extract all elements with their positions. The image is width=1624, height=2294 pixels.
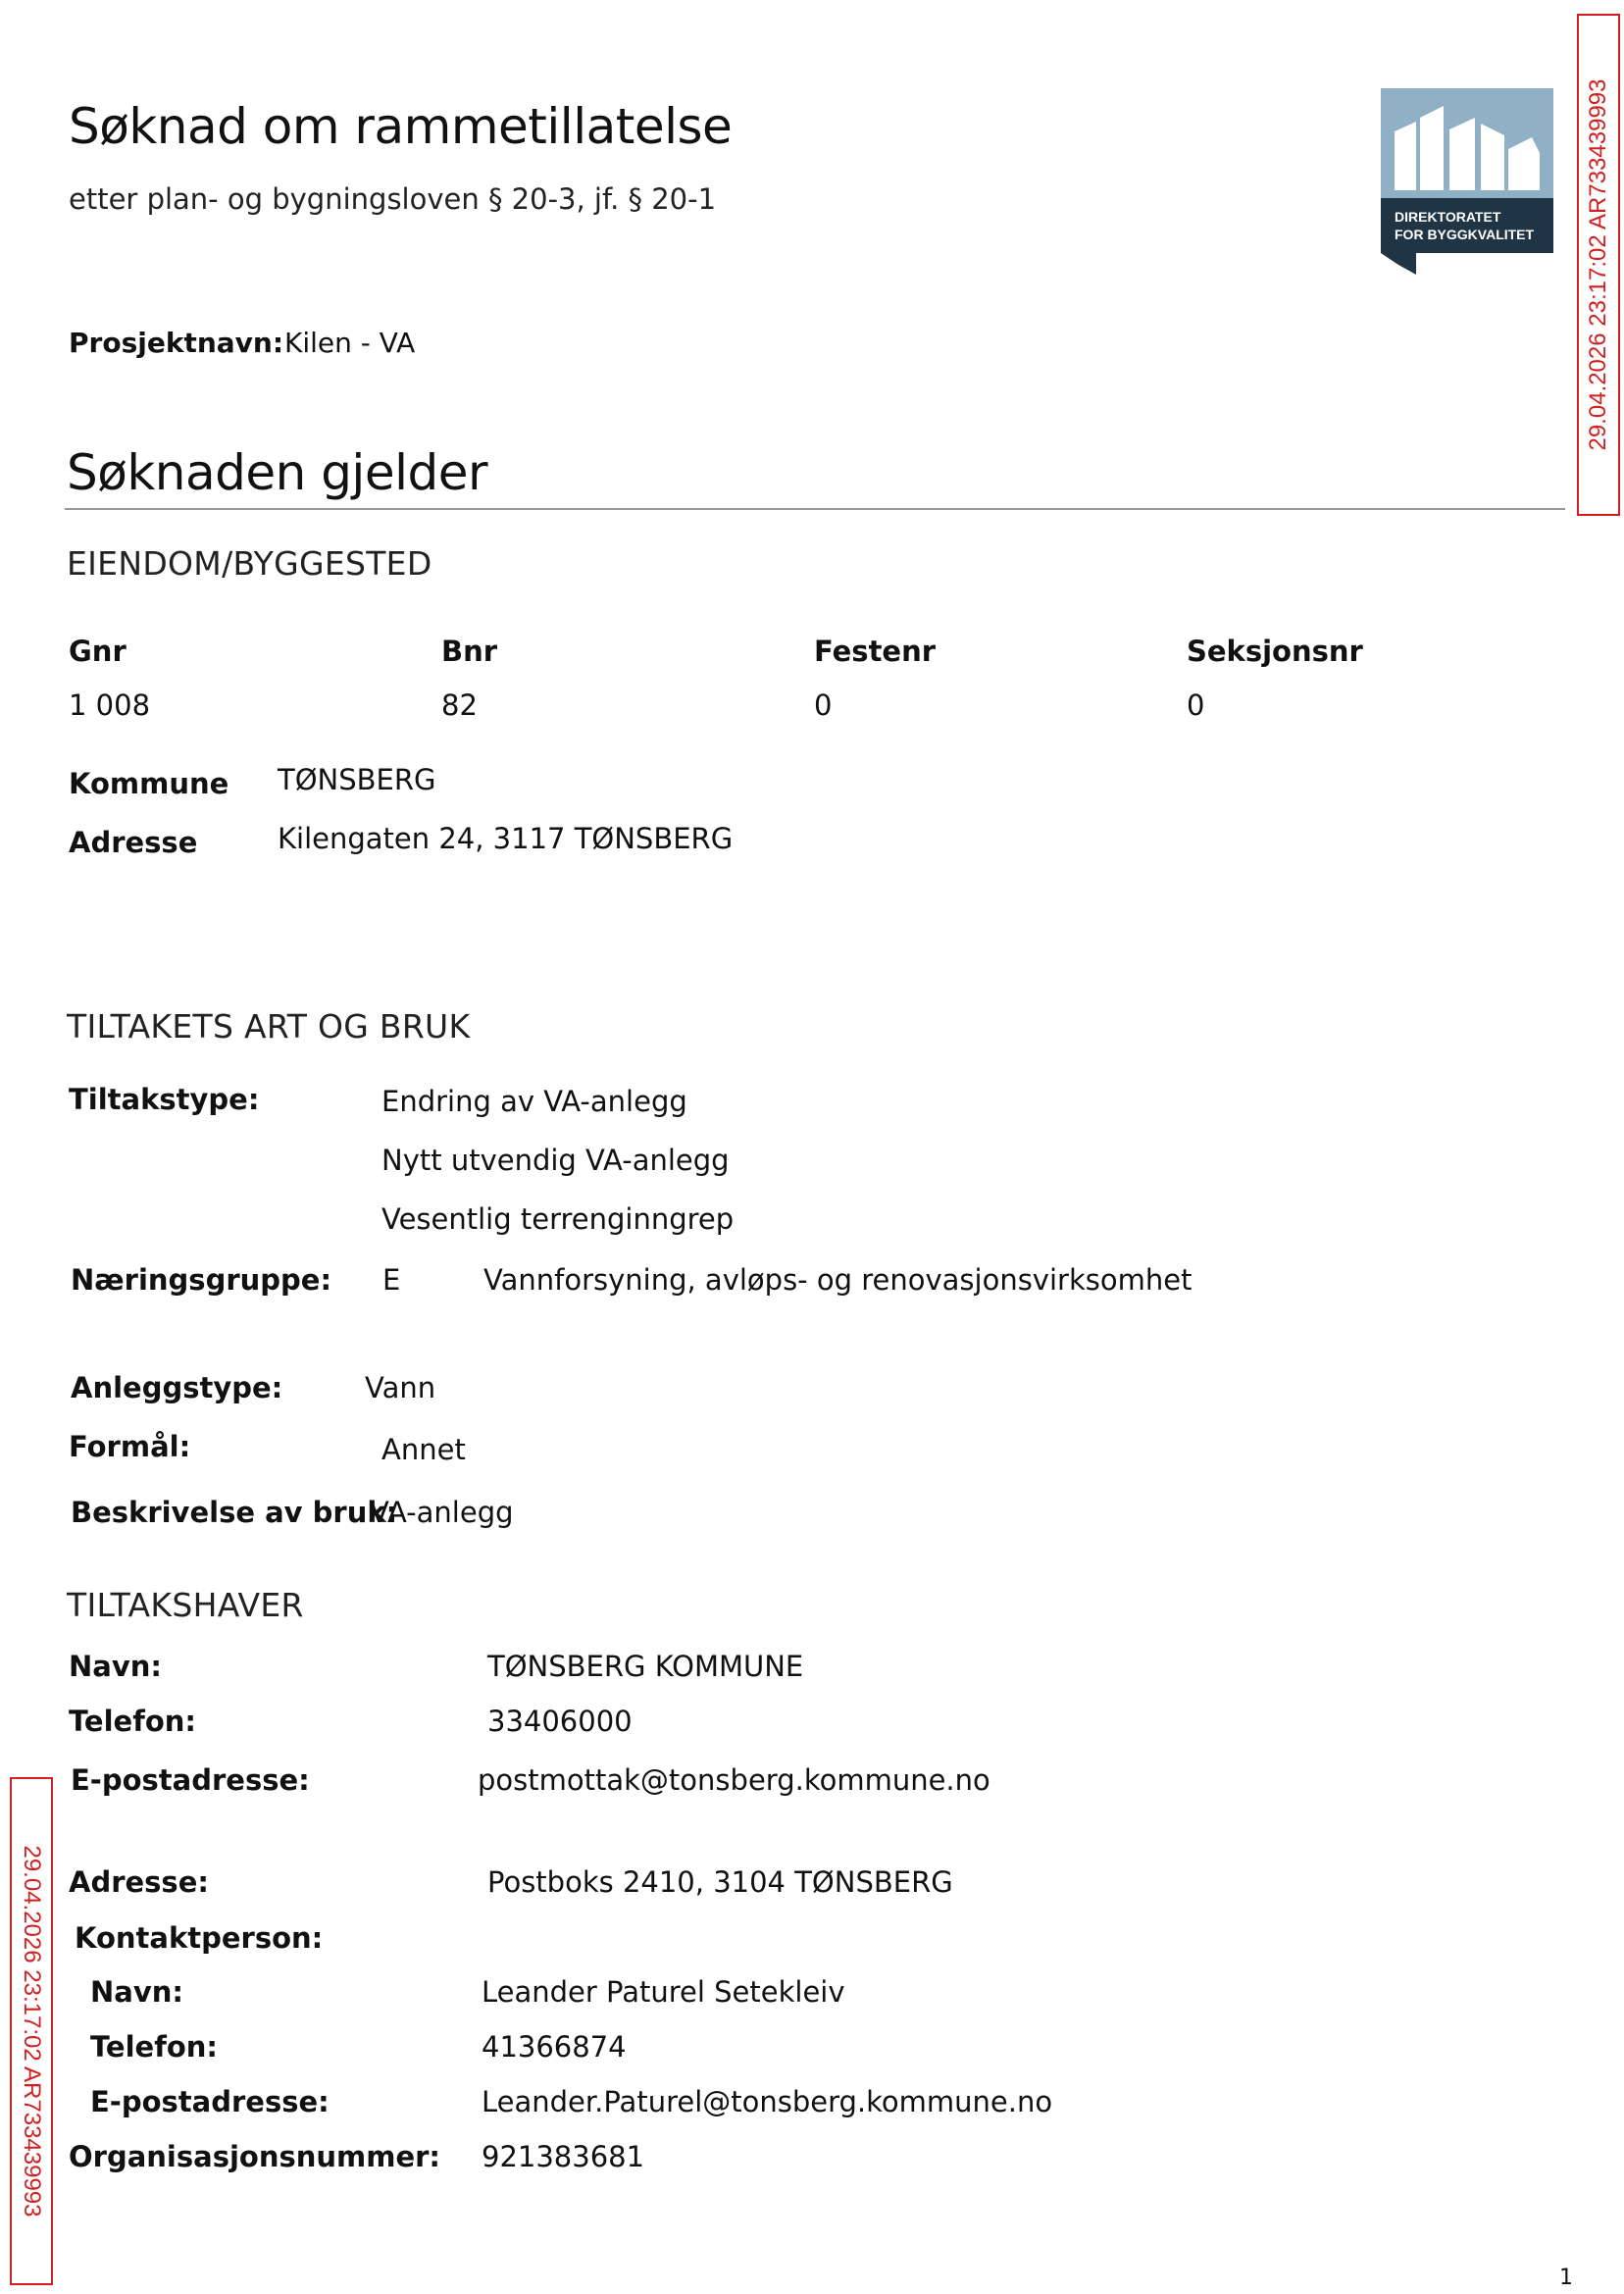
beskrivelse-label: Beskrivelse av bruk: bbox=[71, 1496, 398, 1529]
kommune-label: Kommune bbox=[69, 767, 229, 800]
owner-epost-label: E-postadresse: bbox=[71, 1763, 310, 1797]
logo-text-line2: FOR BYGGKVALITET bbox=[1395, 227, 1535, 242]
section-divider bbox=[65, 508, 1565, 510]
owner-adresse-value: Postboks 2410, 3104 TØNSBERG bbox=[487, 1865, 953, 1899]
owner-telefon-label: Telefon: bbox=[69, 1705, 196, 1738]
tiltakstype-item-1: Endring av VA-anlegg bbox=[381, 1085, 687, 1118]
measure-heading: TILTAKETS ART OG BRUK bbox=[67, 1007, 471, 1045]
dibk-logo bbox=[1381, 88, 1553, 275]
anleggstype-value: Vann bbox=[365, 1371, 436, 1404]
owner-navn-label: Navn: bbox=[69, 1650, 162, 1683]
timestamp-text-bottom: 29.04.2026 23:17:02 AR733439993 bbox=[19, 1845, 45, 2218]
dibk-logo-graphic bbox=[1381, 88, 1553, 275]
project-name-value: Kilen - VA bbox=[284, 327, 416, 359]
project-name-label: Prosjektnavn: bbox=[69, 327, 284, 359]
adresse-label: Adresse bbox=[69, 826, 198, 859]
tiltakstype-item-3: Vesentlig terrenginngrep bbox=[381, 1202, 735, 1236]
anleggstype-label: Anleggstype: bbox=[71, 1371, 283, 1404]
adresse-value: Kilengaten 24, 3117 TØNSBERG bbox=[278, 822, 734, 855]
bnr-label: Bnr bbox=[441, 635, 498, 668]
tiltakstype-label: Tiltakstype: bbox=[69, 1083, 260, 1116]
page-number: 1 bbox=[1559, 2266, 1573, 2290]
orgnr-value: 921383681 bbox=[482, 2140, 645, 2173]
contact-navn-label: Navn: bbox=[90, 1975, 183, 2009]
festenr-label: Festenr bbox=[814, 635, 937, 668]
beskrivelse-value: VA-anlegg bbox=[370, 1496, 514, 1529]
kommune-value: TØNSBERG bbox=[278, 763, 436, 796]
festenr-value: 0 bbox=[814, 688, 833, 722]
gnr-value: 1 008 bbox=[69, 688, 151, 722]
seksjonsnr-value: 0 bbox=[1187, 688, 1205, 722]
timestamp-stamp-bottom bbox=[10, 1777, 53, 2285]
owner-telefon-value: 33406000 bbox=[487, 1705, 633, 1738]
contact-telefon-value: 41366874 bbox=[482, 2030, 627, 2064]
owner-heading: TILTAKSHAVER bbox=[67, 1586, 304, 1624]
timestamp-stamp-top bbox=[1577, 14, 1620, 516]
seksjonsnr-label: Seksjonsnr bbox=[1187, 635, 1363, 668]
owner-navn-value: TØNSBERG KOMMUNE bbox=[487, 1650, 804, 1683]
contact-telefon-label: Telefon: bbox=[90, 2030, 218, 2064]
section-title: Søknaden gjelder bbox=[67, 444, 488, 501]
naeringsgruppe-value: Vannforsyning, avløps- og renovasjonsvirksomhet bbox=[483, 1263, 1193, 1297]
formal-value: Annet bbox=[381, 1433, 466, 1466]
logo-text-line1: DIREKTORATET bbox=[1395, 209, 1501, 225]
owner-adresse-label: Adresse: bbox=[69, 1865, 209, 1899]
owner-epost-value: postmottak@tonsberg.kommune.no bbox=[478, 1763, 990, 1797]
contact-navn-value: Leander Paturel Setekleiv bbox=[482, 1975, 845, 2009]
document-title: Søknad om rammetillatelse bbox=[69, 98, 733, 155]
bnr-value: 82 bbox=[441, 688, 478, 722]
formal-label: Formål: bbox=[69, 1430, 191, 1463]
contact-epost-label: E-postadresse: bbox=[90, 2085, 330, 2118]
document-subtitle: etter plan- og bygningsloven § 20-3, jf. § 20-1 bbox=[69, 182, 717, 216]
contact-epost-value: Leander.Paturel@tonsberg.kommune.no bbox=[482, 2085, 1053, 2118]
tiltakstype-item-2: Nytt utvendig VA-anlegg bbox=[381, 1144, 730, 1177]
timestamp-text-top: 29.04.2026 23:17:02 AR733439993 bbox=[1585, 78, 1611, 451]
gnr-label: Gnr bbox=[69, 635, 127, 668]
naeringsgruppe-code: E bbox=[382, 1263, 401, 1297]
orgnr-label: Organisasjonsnummer: bbox=[69, 2140, 441, 2173]
naeringsgruppe-label: Næringsgruppe: bbox=[71, 1263, 332, 1297]
contact-person-label: Kontaktperson: bbox=[75, 1921, 324, 1955]
property-heading: EIENDOM/BYGGESTED bbox=[67, 544, 432, 583]
